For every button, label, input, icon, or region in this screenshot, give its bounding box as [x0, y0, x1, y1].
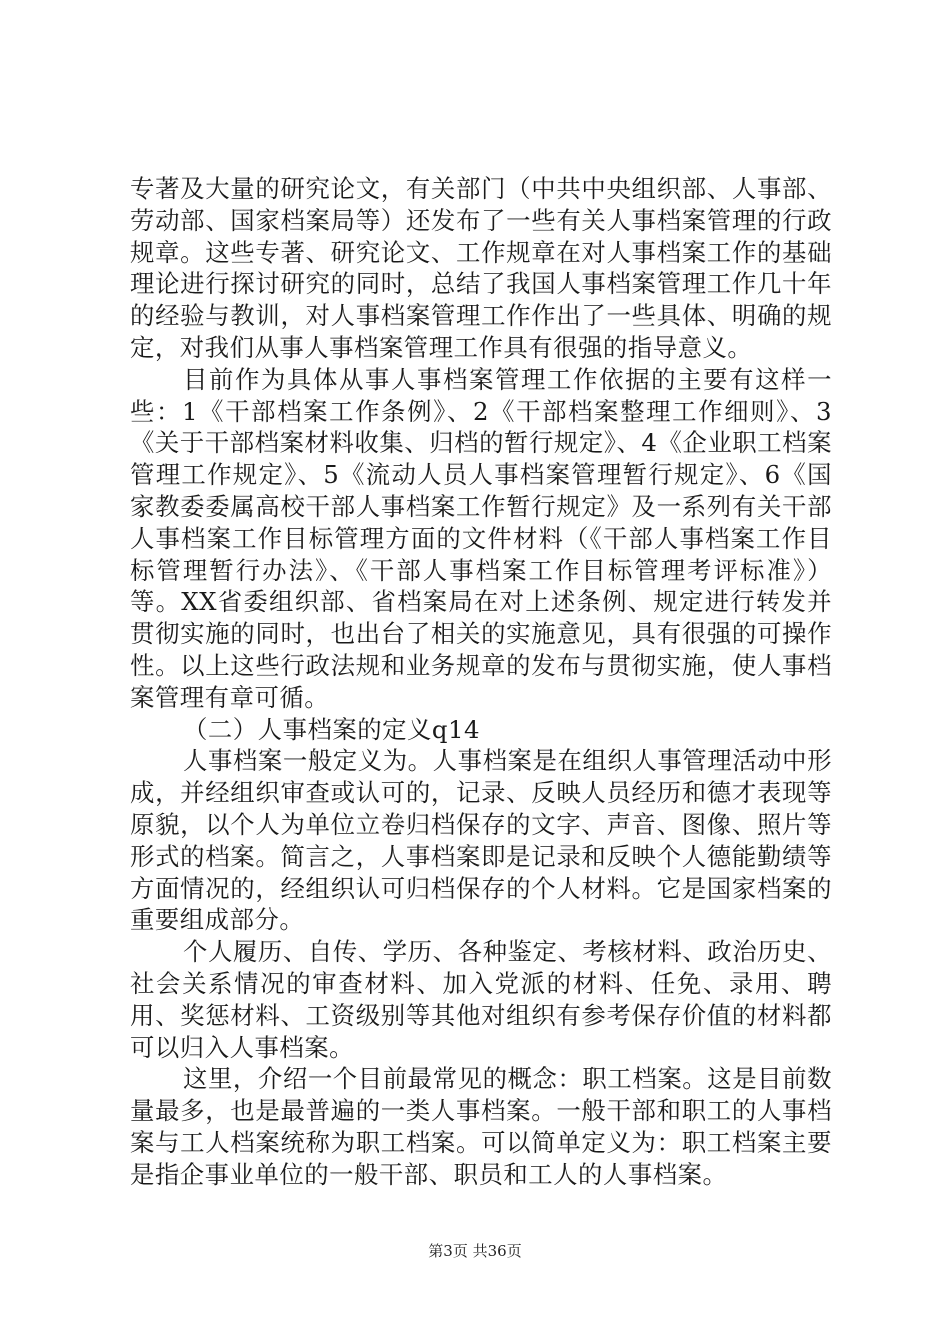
paragraph-3: 人事档案一般定义为。人事档案是在组织人事管理活动中形成，并经组织审查或认可的，记录、反映人员经历和德才表现等原貌，以个人为单位立卷归档保存的文字、声音、图像、照片等形式的档案。简言之，人事档案即是记录和反映个人德能勤绩等方面情况的，经组织认可归档保存的个人材料。它是国家档案的重要组成部分。	[130, 746, 832, 935]
document-body	[130, 173, 832, 1191]
paragraph-2: 目前作为具体从事人事档案管理工作依据的主要有这样一些：1《干部档案工作条例》、2《干部档案整理工作细则》、3《关于干部档案材料收集、归档的暂行规定》、4《企业职工档案管理工作规定》、5《流动人员人事档案管理暂行规定》、6《国家教委委属高校干部人事档案工作暂行规定》及一系列有关干部人事档案工作目标管理方面的文件材料（《干部人事档案工作目标管理暂行办法》、《干部人事档案工作目标管理考评标准》）等。XX省委组织部、省档案局在对上述条例、规定进行转发并贯彻实施的同时，也出台了相关的实施意见，具有很强的可操作性。以上这些行政法规和业务规章的发布与贯彻实施，使人事档案管理有章可循。	[130, 364, 832, 712]
paragraph-1: 专著及大量的研究论文，有关部门（中共中央组织部、人事部、劳动部、国家档案局等）还发布了一些有关人事档案管理的行政规章。这些专著、研究论文、工作规章在对人事档案工作的基础理论进行探讨研究的同时，总结了我国人事档案管理工作几十年的经验与教训，对人事档案管理工作作出了一些具体、明确的规定，对我们从事人事档案管理工作具有很强的指导意义。	[130, 174, 832, 362]
paragraph-5: 这里，介绍一个目前最常见的概念：职工档案。这是目前数量最多，也是最普遍的一类人事档案。一般干部和职工的人事档案与工人档案统称为职工档案。可以简单定义为：职工档案主要是指企事业单位的一般干部、职员和工人的人事档案。	[130, 1064, 832, 1189]
paragraph-4: 个人履历、自传、学历、各种鉴定、考核材料、政治历史、社会关系情况的审查材料、加入党派的材料、任免、录用、聘用、奖惩材料、工资级别等其他对组织有参考保存价值的材料都可以归入人事档案。	[130, 937, 832, 1062]
section-heading: （二）人事档案的定义q14	[183, 714, 481, 744]
page-number-footer: 第3页 共36页	[428, 1242, 522, 1260]
